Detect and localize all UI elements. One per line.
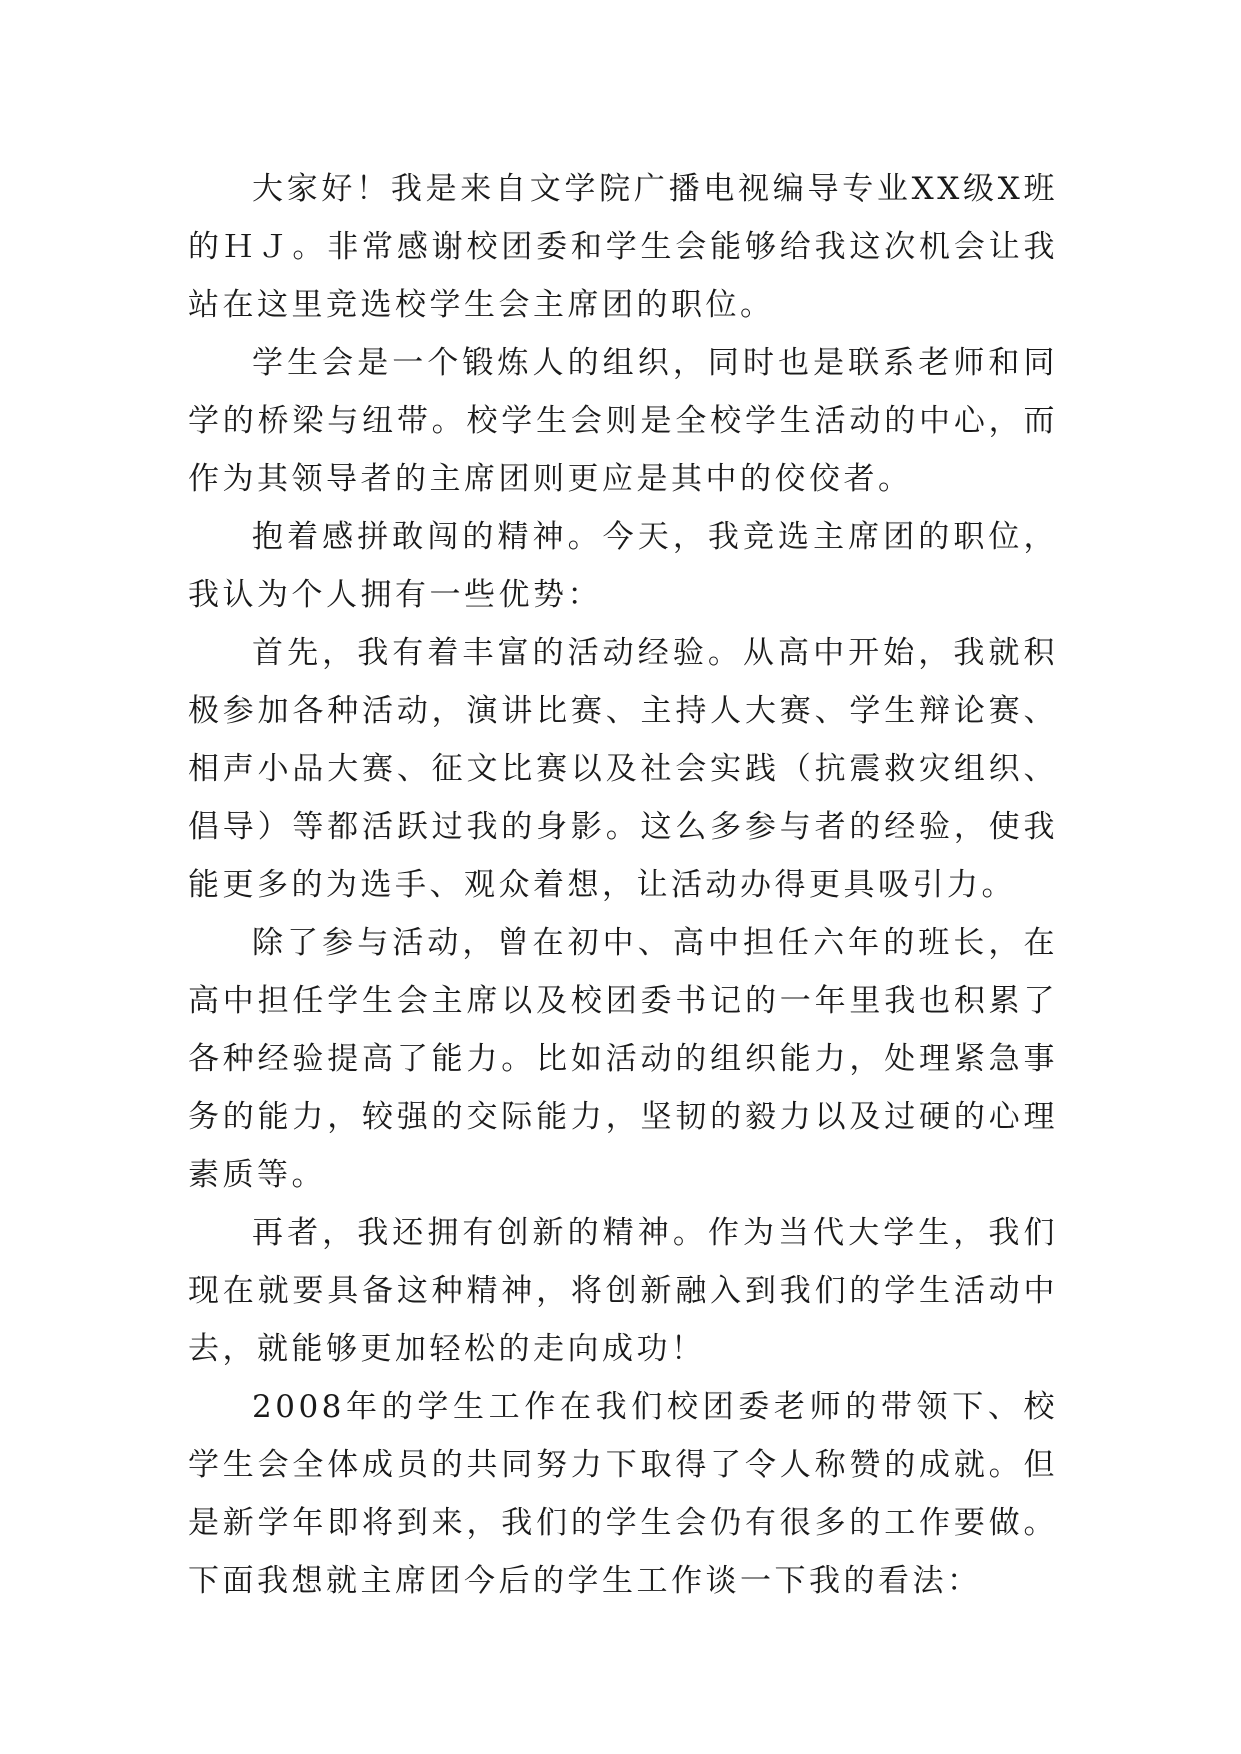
paragraph-greeting: 大家好！我是来自文学院广播电视编导专业XX级X班的ＨＪ。非常感谢校团委和学生会能够给我这次机会让我站在这里竞选校学生会主席团的职位。 bbox=[188, 171, 1058, 323]
paragraph-advantages-intro: 抱着感拼敢闯的精神。今天，我竞选主席团的职位，我认为个人拥有一些优势： bbox=[188, 519, 1058, 613]
paragraph-activity-experience: 首先，我有着丰富的活动经验。从高中开始，我就积极参加各种活动，演讲比赛、主持人大赛、学生辩论赛、相声小品大赛、征文比赛以及社会实践（抗震救灾组织、倡导）等都活跃过我的身影。这么多参与者的经验，使我能更多的为选手、观众着想，让活动办得更具吸引力。 bbox=[188, 635, 1058, 903]
document-body bbox=[188, 160, 1058, 1610]
paragraph-innovation: 再者，我还拥有创新的精神。作为当代大学生，我们现在就要具备这种精神，将创新融入到我们的学生活动中去，就能够更加轻松的走向成功！ bbox=[188, 1215, 1058, 1367]
paragraph-student-union: 学生会是一个锻炼人的组织，同时也是联系老师和同学的桥梁与纽带。校学生会则是全校学生活动的中心，而作为其领导者的主席团则更应是其中的佼佼者。 bbox=[188, 345, 1058, 497]
paragraph-2008-work: 2008年的学生工作在我们校团委老师的带领下、校学生会全体成员的共同努力下取得了令人称赞的成就。但是新学年即将到来，我们的学生会仍有很多的工作要做。下面我想就主席团今后的学生工作谈一下我的看法： bbox=[188, 1389, 1058, 1599]
paragraph-leadership-experience: 除了参与活动，曾在初中、高中担任六年的班长，在高中担任学生会主席以及校团委书记的一年里我也积累了各种经验提高了能力。比如活动的组织能力，处理紧急事务的能力，较强的交际能力，坚韧的毅力以及过硬的心理素质等。 bbox=[188, 925, 1058, 1193]
